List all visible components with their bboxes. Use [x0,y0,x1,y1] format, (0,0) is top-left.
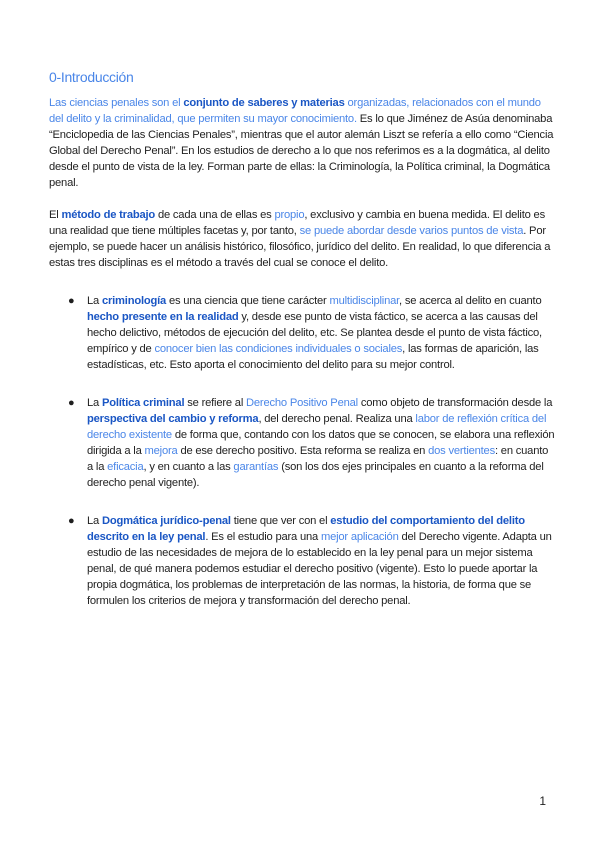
text-run-link: organizadas, relacionados con el mundo del delito y la criminalidad, que permiten su mayor conocimiento. [49,97,541,125]
list-item-politica-criminal [49,395,555,491]
text-run-link: eficacia [107,461,144,473]
highlight-bold: estudio del comportamiento del delito descrito en la ley penal [87,515,525,543]
text-run-link: labor de reflexión crítica del derecho existente [87,413,547,441]
section-heading: 0-Introducción [49,69,134,85]
text-run: es una ciencia que tiene carácter [166,295,330,307]
text-run: , se acerca al delito en cuanto [399,295,542,307]
text-run: . Es el estudio para una [205,531,321,543]
text-run-link: propio [274,209,305,221]
highlight-bold: Dogmática jurídico-penal [101,515,231,527]
text-run: , exclusivo y cambia en buena medida. El delito es una realidad que tiene múltiples facetas y, por tanto, [49,209,545,237]
text-run-link: Derecho Positivo Penal [246,397,358,409]
list-item-dogmatica [49,513,555,609]
text-run: se refiere al [184,397,247,409]
text-run: del Derecho vigente. Adapta un estudio de las necesidades de mejora de lo establecido en la ley penal para un mejor sistema penal, de qué manera podemos estudiar el derecho positivo (vigente). Esto lo puede aportar la propia dogmática, los problemas de interpretación de las normas, la historia, de forma que se formulen los criterios de mejora y transformación del derecho penal. [87,531,552,607]
text-run-link: multidisciplinar [329,295,400,307]
text-run: El [49,209,62,221]
bullet-icon: ● [68,295,75,307]
text-run-link: dos vertientes [428,445,495,457]
list-item-criminologia [49,293,555,373]
text-run: de cada una de ellas es [155,209,275,221]
text-run: . Por ejemplo, se puede hacer un análisis histórico, filosófico, jurídico del delito. En realidad, lo que diferencia a estas tres disciplinas es el método a través del cual se conoce el delito. [49,225,551,269]
text-run: tiene que ver con el [230,515,331,527]
disciplines-list [49,293,555,609]
text-run: (son los dos ejes principales en cuanto a la reforma del derecho penal vigente). [87,461,544,489]
highlight-bold: hecho presente en la realidad [87,311,239,323]
text-run-link: mejora [144,445,178,457]
text-run-link: mejor aplicación [320,531,399,543]
highlight-bold: conjunto de saberes y materias [183,97,345,109]
text-run-link: se puede abordar desde varios puntos de vista [299,225,524,237]
text-run: de ese derecho positivo. Esta reforma se realiza en [177,445,429,457]
text-run: , las formas de aparición, las estadísticas, etc. Esto aporta el conocimiento del delito para su mejor control. [87,343,539,371]
text-run: como objeto de transformación desde la [357,397,553,409]
text-run: , y en cuanto a las [143,461,234,473]
method-paragraph [49,207,555,271]
text-run-link: garantías [233,461,279,473]
document-page [49,62,555,631]
text-run: Las ciencias penales son el [49,97,184,109]
intro-paragraph [49,95,555,191]
text-run: de forma que, contando con los datos que se conocen, se elabora una reflexión dirigida a la [87,429,555,457]
text-run: La [87,397,102,409]
text-run: Es lo que Jiménez de Asúa denominaba “Enciclopedia de las Ciencias Penales”, mientras que el autor alemán Liszt se refería a ello como “Ciencia Global del Derecho Penal”. En los estudios de derecho a lo que nos referimos es a la dogmática, al delito desde el punto de vista de la ley. Forman parte de ellas: la Criminología, la Política criminal, la Dogmática penal. [49,113,554,189]
highlight-bold: método de trabajo [61,209,156,221]
bullet-icon: ● [68,515,75,527]
highlight-bold: criminología [101,295,167,307]
bullet-icon: ● [68,397,75,409]
text-run: y, desde ese punto de vista fáctico, se acerca a las causas del hecho delictivo, métodos de ejecución del delito, etc. Se plantea desde el punto de vista fáctico, empírico y de [87,311,542,355]
highlight-bold: perspectiva del cambio y reforma [87,413,259,425]
highlight-bold: Política criminal [101,397,185,409]
text-run: La [87,515,102,527]
text-run: : en cuanto a la [87,445,549,473]
page-number: 1 [539,794,546,808]
text-run-link: conocer bien las condiciones individuales o sociales [154,343,403,355]
text-run: , del derecho penal. Realiza una [258,413,416,425]
text-run: La [87,295,102,307]
